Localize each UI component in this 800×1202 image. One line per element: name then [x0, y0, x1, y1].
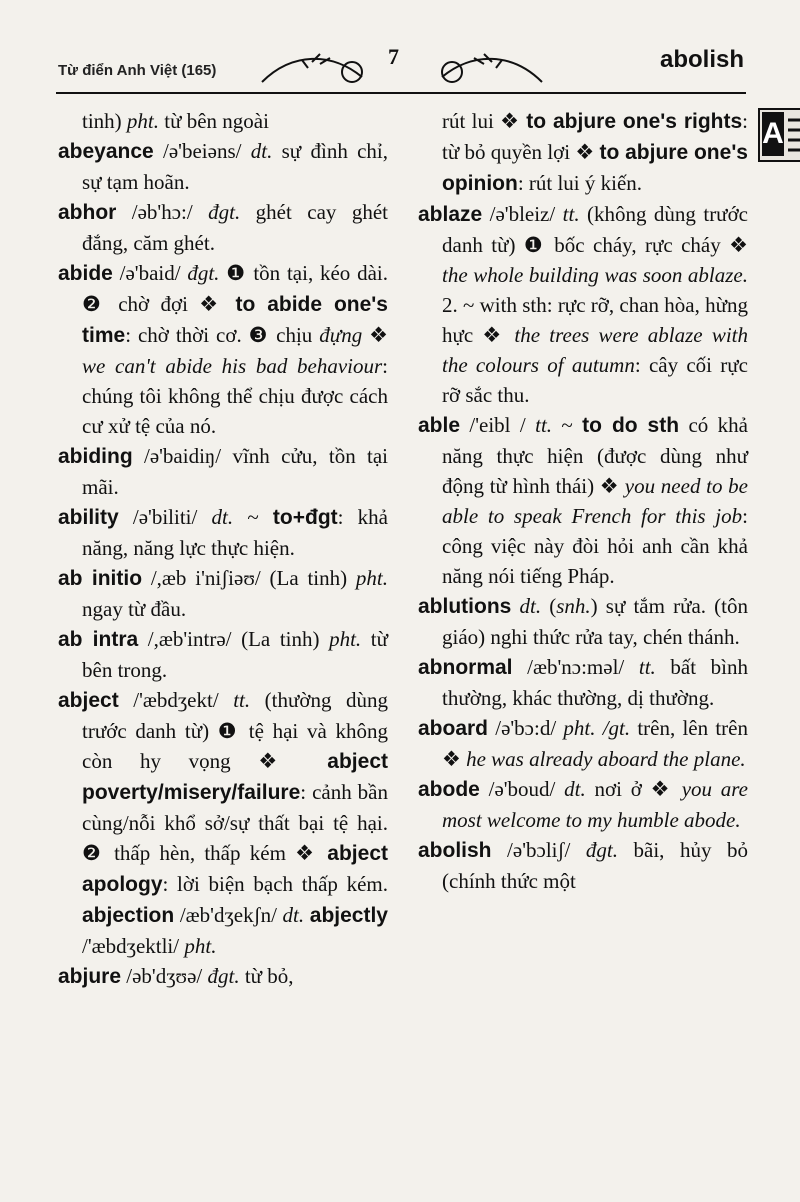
- dictionary-entry: abject /'æbdʒekt/ tt. (thường dùng trước danh từ) ❶ tệ hại và không còn hy vọng ❖ abject poverty/misery/failure: cảnh bần cùng/nỗi khổ sở/sự thất bại tệ hại. ❷ thấp hèn, thấp kém ❖ abject apology: lời biện bạch thấp kém. abjection /æb'dʒekʃn/ dt. abjectly /'æbdʒektli/ pht.: [58, 688, 388, 958]
- thumb-index-tab: [758, 108, 800, 162]
- dictionary-entry: ability /ə'biliti/ dt. ~ to+đgt: khả năng, năng lực thực hiện.: [58, 505, 388, 560]
- headword: abeyance: [58, 140, 154, 163]
- headword: abode: [418, 778, 480, 801]
- headword: abolish: [418, 839, 492, 862]
- headword: aboard: [418, 717, 489, 740]
- book-title: Từ điển Anh Việt (165): [58, 62, 217, 79]
- headword: ab initio: [58, 567, 143, 590]
- page-number: 7: [388, 44, 399, 69]
- dictionary-entry: abiding /ə'baidiŋ/ vĩnh cửu, tồn tại mãi.: [58, 444, 388, 499]
- headword: abiding: [58, 445, 133, 468]
- right-column: [418, 106, 748, 896]
- dictionary-entry: abhor /əb'hɔ:/ đgt. ghét cay ghét đắng, căm ghét.: [58, 200, 389, 255]
- thumb-letter: A: [762, 112, 784, 156]
- thumb-lines-icon: [788, 118, 800, 152]
- dictionary-entry: rút lui ❖ to abjure one's rights: từ bỏ quyền lợi ❖ to abjure one's opinion: rút lui ý kiến.: [442, 109, 748, 195]
- headword: ablutions: [418, 595, 512, 618]
- headword: abide: [58, 262, 113, 285]
- headword: abnormal: [418, 656, 513, 679]
- dictionary-entry: abode /ə'boud/ dt. nơi ở ❖ you are most welcome to my humble abode.: [418, 777, 749, 832]
- dictionary-entry: abide /ə'baid/ đgt. ❶ tồn tại, kéo dài. ❷ chờ đợi ❖ to abide one's time: chờ thời cơ. ❸ chịu đựng ❖ we can't abide his bad behaviour: chúng tôi không thể chịu được cách cư xử tệ của nó.: [58, 261, 388, 438]
- header-ornament-icon: [252, 42, 552, 92]
- header-rule: [56, 92, 746, 94]
- headword: ablaze: [418, 203, 483, 226]
- dictionary-entry: abeyance /ə'beiəns/ dt. sự đình chỉ, sự tạm hoãn.: [58, 139, 389, 194]
- dictionary-entry: ablutions dt. (snh.) sự tắm rửa. (tôn giáo) nghi thức rửa tay, chén thánh.: [418, 594, 749, 649]
- page-header: [0, 0, 800, 108]
- dictionary-entry: ablaze /ə'bleiz/ tt. (không dùng trước danh từ) ❶ bốc cháy, rực cháy ❖ the whole building was soon ablaze. 2. ~ with sth: rực rỡ, chan hòa, hừng hực ❖ the trees were ablaze with the colours of autumn: cây cối rực rỡ sắc thu.: [418, 202, 749, 407]
- headword: abject: [58, 689, 119, 712]
- headword: able: [418, 414, 461, 437]
- dictionary-entry: abolish /ə'bɔliʃ/ đgt. bãi, hủy bỏ (chính thức một: [418, 838, 749, 893]
- dictionary-entry: aboard /ə'bɔ:d/ pht. /gt. trên, lên trên ❖ he was already aboard the plane.: [418, 716, 748, 771]
- headword: ab intra: [58, 628, 139, 651]
- dictionary-entry: tinh) pht. từ bên ngoài: [82, 109, 269, 133]
- headword: abjure: [58, 965, 122, 988]
- dictionary-entry: abnormal /æb'nɔ:məl/ tt. bất bình thường, khác thường, dị thường.: [418, 655, 748, 710]
- headword: ability: [58, 506, 119, 529]
- dictionary-entry: able /'eibl / tt. ~ to do sth có khả năng thực hiện (được dùng như động từ hình thái) ❖ you need to be able to speak French for this job: công việc này đòi hỏi anh cần khả năng nói tiếng Pháp.: [418, 413, 748, 588]
- headword: abhor: [58, 201, 117, 224]
- dictionary-entry: ab intra /,æb'intrə/ (La tinh) pht. từ bên trong.: [58, 627, 388, 682]
- left-column: [58, 106, 388, 992]
- dictionary-entry: abjure /əb'dʒʊə/ đgt. từ bỏ,: [58, 964, 294, 988]
- dictionary-entry: ab initio /,æb i'niʃiəʊ/ (La tinh) pht. ngay từ đầu.: [58, 566, 388, 621]
- guide-word: abolish: [659, 46, 744, 73]
